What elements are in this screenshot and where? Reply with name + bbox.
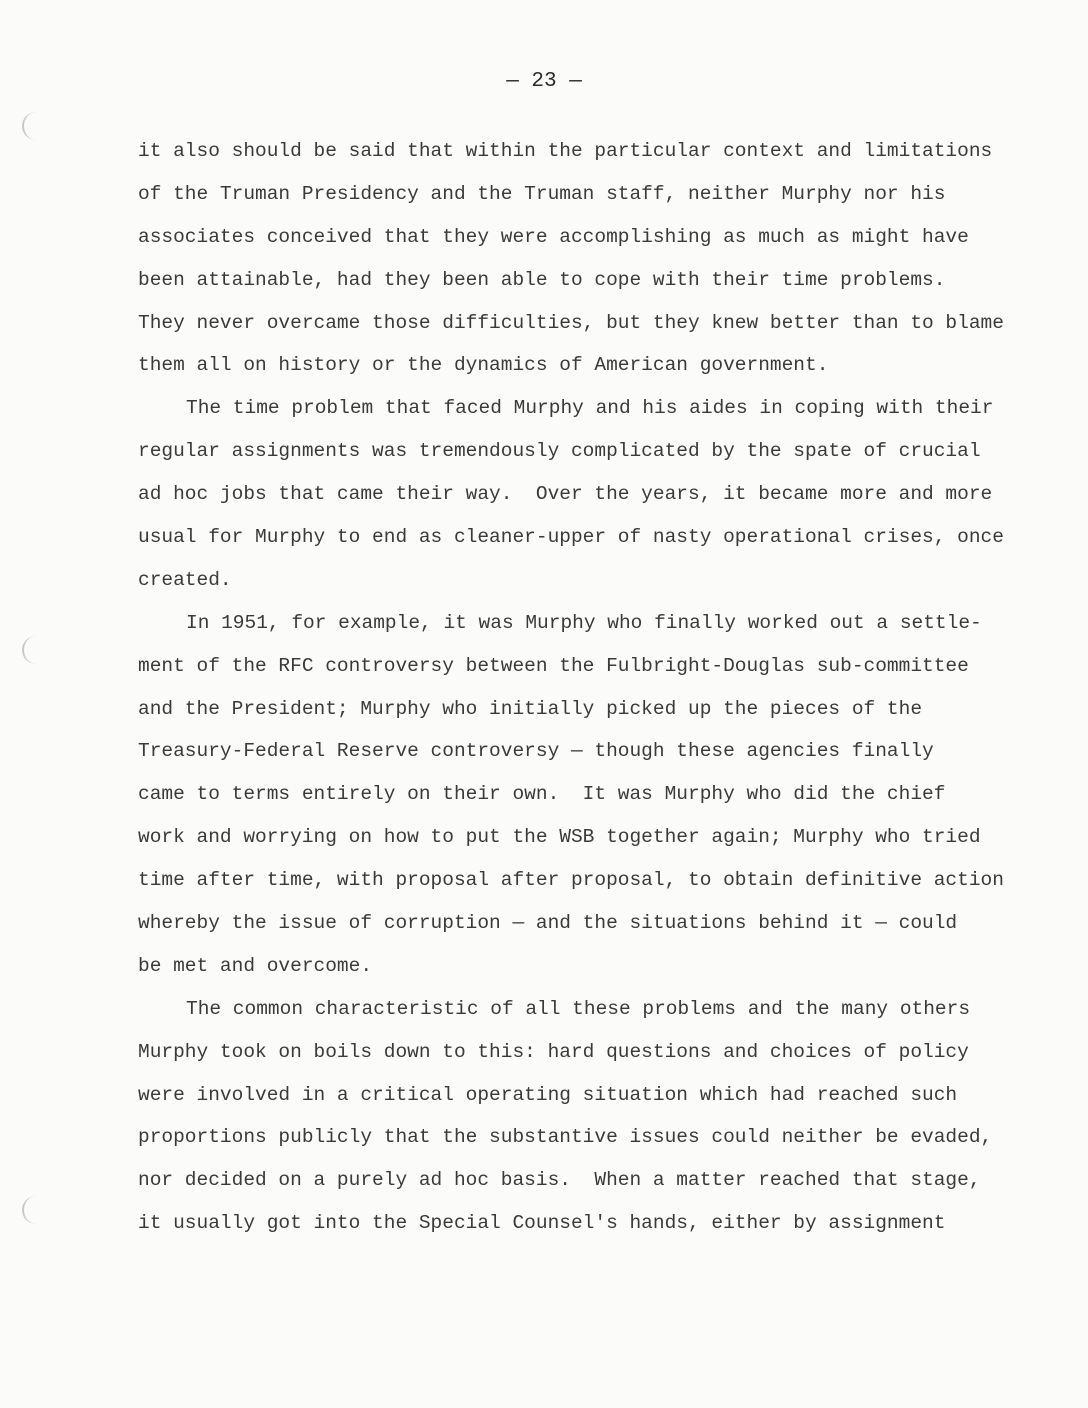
page-number: — 23 — <box>506 70 582 93</box>
text-line: ment of the RFC controversy between the Fulbright-Douglas sub-committee <box>138 654 969 677</box>
text-line: regular assignments was tremendously complicated by the spate of crucial <box>138 440 981 463</box>
text-line: nor decided on a purely ad hoc basis. When a matter reached that stage, <box>138 1169 981 1192</box>
text-line: The time problem that faced Murphy and his aides in coping with their <box>186 397 994 420</box>
text-line: be met and overcome. <box>138 954 373 977</box>
text-line: They never overcame those difficulties, but they knew better than to blame <box>138 311 1004 334</box>
text-line: work and worrying on how to put the WSB together again; Murphy who tried <box>138 826 981 849</box>
text-line: came to terms entirely on their own. It was Murphy who did the chief <box>138 783 946 806</box>
paragraph <box>138 602 1004 988</box>
text-line: created. <box>138 568 232 591</box>
text-line: usual for Murphy to end as cleaner-upper of nasty operational crises, once <box>138 526 1004 549</box>
text-line: and the President; Murphy who initially picked up the pieces of the <box>138 697 923 720</box>
text-line: Murphy took on boils down to this: hard questions and choices of policy <box>138 1040 969 1063</box>
paragraph <box>138 130 1004 387</box>
text-line: proportions publicly that the substantive issues could neither be evaded, <box>138 1126 993 1149</box>
paragraph <box>138 387 1004 601</box>
text-line: Treasury-Federal Reserve controversy — though these agencies finally <box>138 740 934 763</box>
document-body <box>138 130 1004 1245</box>
text-line: them all on history or the dynamics of American government. <box>138 354 829 377</box>
text-line: it also should be said that within the particular context and limitations <box>138 140 993 162</box>
text-line: time after time, with proposal after proposal, to obtain definitive action <box>138 869 1004 892</box>
punch-hole-mark <box>22 1196 38 1224</box>
text-line: of the Truman Presidency and the Truman staff, neither Murphy nor his <box>138 182 946 205</box>
text-line: whereby the issue of corruption — and the situations behind it — could <box>138 912 958 935</box>
punch-hole-mark <box>22 112 38 140</box>
text-line: In 1951, for example, it was Murphy who finally worked out a settle- <box>186 611 982 634</box>
text-line: ad hoc jobs that came their way. Over the years, it became more and more <box>138 483 993 506</box>
paragraph <box>138 988 993 1245</box>
text-line: been attainable, had they been able to cope with their time problems. <box>138 268 946 291</box>
text-line: it usually got into the Special Counsel's hands, either by assignment <box>138 1212 946 1235</box>
text-line: were involved in a critical operating situation which had reached such <box>138 1083 958 1106</box>
punch-hole-mark <box>22 636 38 664</box>
text-line: The common characteristic of all these problems and the many others <box>186 997 971 1020</box>
text-line: associates conceived that they were accomplishing as much as might have <box>138 225 969 248</box>
